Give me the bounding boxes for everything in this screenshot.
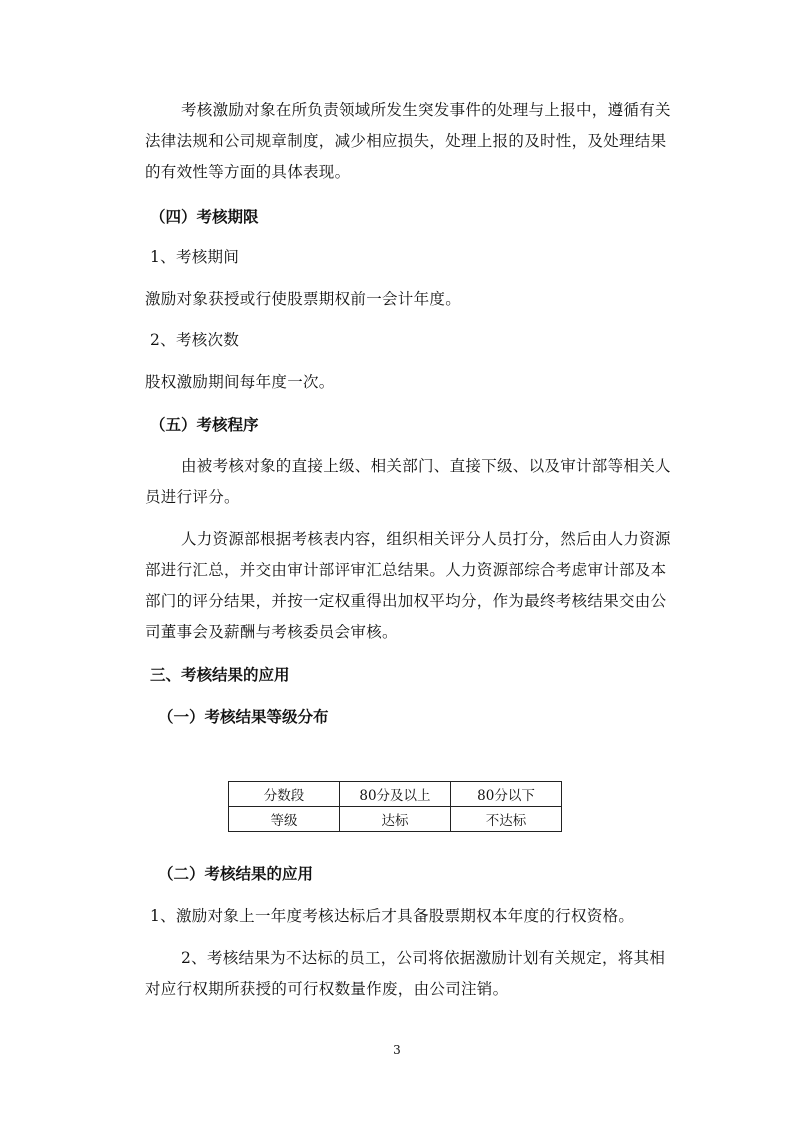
application-item-1: 1、激励对象上一年度考核达标后才具备股票期权本年度的行权资格。	[150, 907, 635, 925]
subsection-1-heading: （一）考核结果等级分布	[158, 707, 329, 726]
table-row	[229, 807, 562, 832]
section-5-heading: （五）考核程序	[150, 415, 259, 434]
section-4-heading: （四）考核期限	[150, 207, 259, 226]
item-2-title: 2、考核次数	[150, 331, 240, 349]
assessment-paragraph: 考核激励对象在所负责领域所发生突发事件的处理与上报中，遵循有关法律法规和公司规章制度，减少相应损失，处理上报的及时性，及处理结果的有效性等方面的具体表现。	[145, 101, 671, 181]
table-row	[229, 782, 562, 807]
procedure-paragraph-1: 由被考核对象的直接上级、相关部门、直接下级、以及审计部等相关人员进行评分。	[145, 457, 671, 506]
table-cell: 达标	[339, 807, 450, 832]
item-1-text: 激励对象获授或行使股票期权前一会计年度。	[145, 290, 462, 308]
item-1-title: 1、考核期间	[150, 248, 240, 266]
table-cell: 不达标	[450, 807, 561, 832]
procedure-paragraph-2: 人力资源部根据考核表内容，组织相关评分人员打分，然后由人力资源部进行汇总，并交由审计部评审汇总结果。人力资源部综合考虑审计部及本部门的评分结果，并按一定权重得出加权平均分，作为最终考核结果交由公司董事会及薪酬与考核委员会审核。	[145, 530, 671, 641]
table-cell: 等级	[229, 807, 340, 832]
subsection-2-heading: （二）考核结果的应用	[158, 864, 314, 883]
table-cell: 分数段	[229, 782, 340, 807]
application-item-2: 2、考核结果为不达标的员工，公司将依据激励计划有关规定，将其相对应行权期所获授的可行权数量作废，由公司注销。	[145, 949, 666, 998]
page-number: 3	[393, 1043, 401, 1057]
table-cell: 80分以下	[450, 782, 561, 807]
table-cell: 80分及以上	[339, 782, 450, 807]
grade-table	[228, 781, 562, 832]
chapter-3-heading: 三、考核结果的应用	[150, 665, 290, 684]
item-2-text: 股权激励期间每年度一次。	[145, 373, 335, 391]
